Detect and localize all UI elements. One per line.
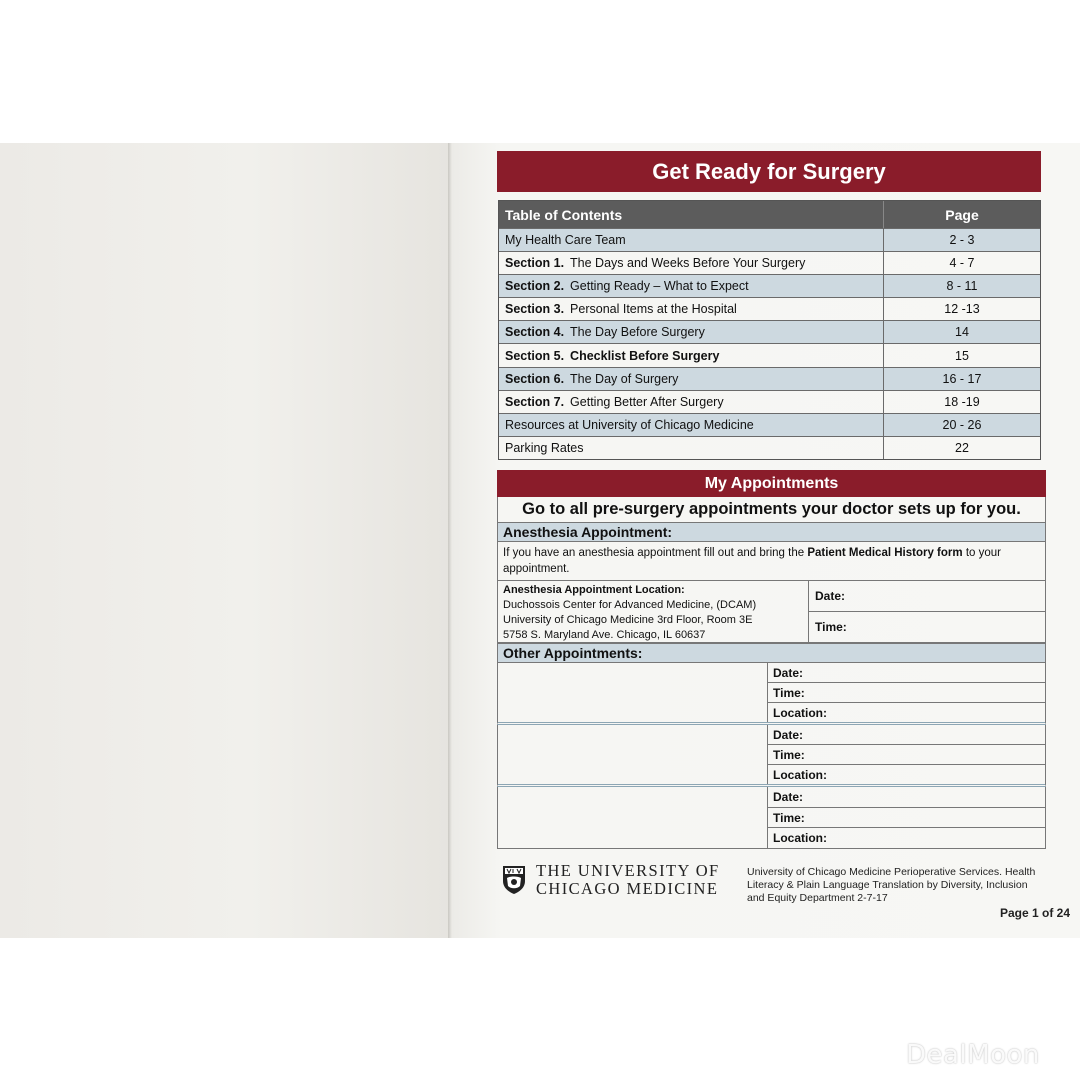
toc-row (499, 343, 1040, 366)
anesthesia-note-end: to your appointment. (503, 547, 1001, 575)
other-appointment-block (497, 725, 1046, 787)
section-title: Getting Better After Surgery (570, 394, 724, 409)
section-title: The Day of Surgery (570, 371, 679, 386)
toc-row-pages: 16 - 17 (942, 371, 982, 386)
logo-text (536, 862, 720, 898)
table-of-contents (498, 200, 1041, 460)
section-title: My Health Care Team (505, 233, 626, 248)
section-title: The Days and Weeks Before Your Surgery (570, 256, 806, 271)
toc-row-pages: 15 (955, 348, 969, 363)
watermark: DealMoon (906, 1040, 1040, 1070)
anesthesia-note (497, 542, 1046, 580)
university-logo (502, 862, 720, 898)
time-field[interactable]: Time: (768, 807, 1045, 828)
toc-row-title (499, 437, 884, 459)
appointment-notes-field[interactable] (498, 663, 768, 722)
section-number: Section 4. (505, 325, 565, 340)
toc-row (499, 251, 1040, 274)
date-field[interactable]: Date: (773, 665, 804, 680)
toc-row (499, 390, 1040, 413)
toc-row-title (499, 229, 884, 251)
toc-row-title (499, 298, 884, 320)
toc-row-title (499, 321, 884, 343)
section-title: Getting Ready – What to Expect (570, 279, 749, 294)
toc-row (499, 297, 1040, 320)
toc-row (499, 320, 1040, 343)
toc-row-title (499, 414, 884, 436)
anesthesia-note-text: If you have an anesthesia appointment fill out and bring the (503, 547, 808, 559)
crest-icon (502, 865, 526, 895)
anesthesia-address (498, 581, 809, 642)
section-number: Section 2. (505, 279, 565, 294)
section-title: Parking Rates (505, 440, 584, 455)
page-title: Get Ready for Surgery (497, 151, 1041, 192)
section-title: Checklist Before Surgery (570, 348, 720, 363)
credit-text: University of Chicago Medicine Perioperative Services. Health Literacy & Plain Language Translation by Diversity, Inclusion and Equity Department 2-7-17 (747, 866, 1036, 904)
toc-header-contents: Table of Contents (499, 201, 884, 228)
section-title: Personal Items at the Hospital (570, 302, 737, 317)
section-number: Section 7. (505, 394, 565, 409)
toc-row (499, 413, 1040, 436)
date-field[interactable]: Date: (773, 789, 804, 804)
my-appointments (497, 470, 1046, 854)
appointment-fields (768, 787, 1045, 848)
date-field[interactable]: Date: (773, 727, 804, 742)
toc-row-pages: 14 (955, 325, 969, 340)
time-field[interactable]: Time: (768, 682, 1045, 702)
toc-row-pages: 2 - 3 (949, 233, 975, 248)
other-appointment-block (497, 787, 1046, 849)
toc-row-pages: 20 - 26 (942, 417, 982, 432)
appointments-title: My Appointments (497, 470, 1046, 497)
toc-row (499, 228, 1040, 251)
section-title: Resources at University of Chicago Medicine (505, 417, 754, 432)
appointment-fields (768, 663, 1045, 722)
toc-row-pages: 8 - 11 (946, 279, 978, 294)
toc-header (499, 201, 1040, 228)
toc-row-pages: 4 - 7 (949, 256, 975, 271)
appointments-subtitle: Go to all pre-surgery appointments your doctor sets up for you. (497, 497, 1046, 522)
toc-header-page: Page (945, 206, 979, 223)
other-appointment-block (497, 663, 1046, 725)
logo-line-2: CHICAGO MEDICINE (536, 879, 719, 898)
anesthesia-location-label: Anesthesia Appointment Location: (503, 584, 685, 596)
toc-row-title (499, 252, 884, 274)
toc-row (499, 436, 1040, 459)
location-field[interactable]: Location: (768, 764, 1045, 784)
address-line: 5758 S. Maryland Ave. Chicago, IL 60637 (503, 629, 706, 641)
section-number: Section 6. (505, 371, 565, 386)
appointment-fields (768, 725, 1045, 784)
anesthesia-heading: Anesthesia Appointment: (497, 522, 1046, 542)
toc-row-title (499, 391, 884, 413)
toc-row-pages: 12 -13 (944, 302, 980, 317)
toc-row-title (499, 368, 884, 390)
time-field[interactable]: Time: (768, 744, 1045, 764)
left-blank-page (0, 143, 452, 938)
location-field[interactable]: Location: (768, 827, 1045, 848)
toc-row-title (499, 275, 884, 297)
anesthesia-date-time (809, 581, 1045, 642)
anesthesia-date-field[interactable]: Date: (815, 589, 846, 603)
address-line: Duchossois Center for Advanced Medicine, (DCAM) (503, 599, 757, 611)
section-number: Section 1. (505, 256, 565, 271)
page-number: Page 1 of 24 (999, 906, 1070, 920)
toc-row-pages: 18 -19 (944, 394, 980, 409)
toc-row-pages: 22 (955, 440, 969, 455)
appointment-notes-field[interactable] (498, 725, 768, 784)
anesthesia-time-field[interactable]: Time: (809, 611, 1045, 642)
appointment-notes-field[interactable] (498, 787, 768, 848)
section-number: Section 3. (505, 302, 565, 317)
toc-row-title (499, 344, 884, 366)
location-field[interactable]: Location: (768, 702, 1045, 722)
section-title: The Day Before Surgery (570, 325, 705, 340)
anesthesia-location-box (497, 580, 1046, 643)
section-number: Section 5. (505, 348, 565, 363)
address-line: University of Chicago Medicine 3rd Floor, Room 3E (503, 614, 753, 626)
logo-line-1: THE UNIVERSITY OF (536, 861, 720, 880)
other-appointments-heading: Other Appointments: (497, 643, 1046, 663)
toc-row (499, 274, 1040, 297)
medical-history-form-text: Patient Medical History form (807, 547, 963, 559)
toc-row (499, 367, 1040, 390)
